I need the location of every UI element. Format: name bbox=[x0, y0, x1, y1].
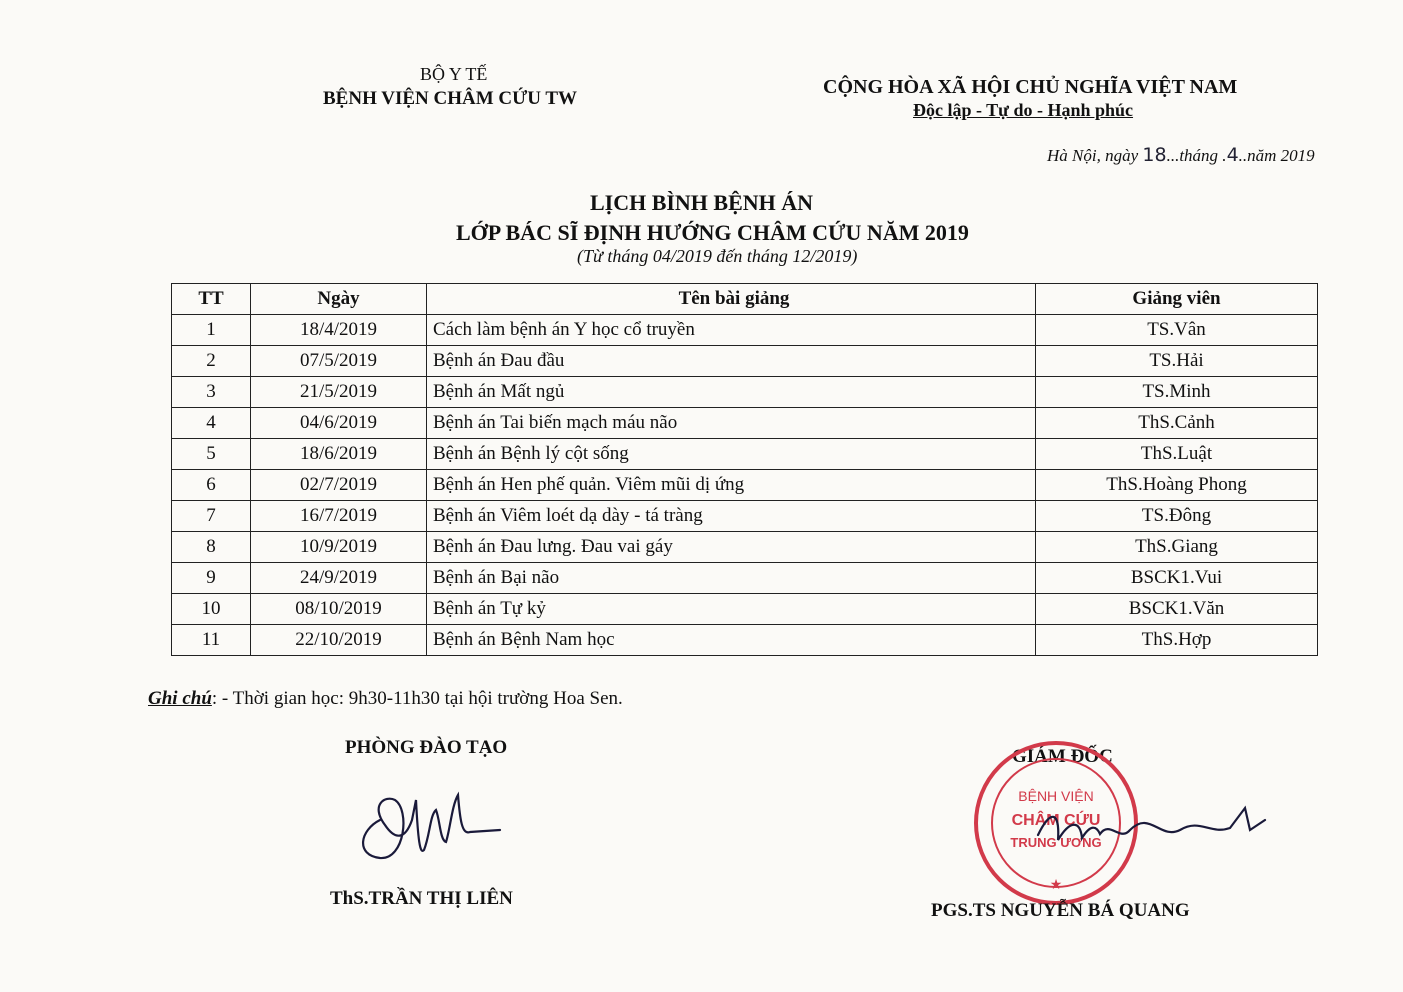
row-lecturer: ThS.Cảnh bbox=[1036, 408, 1318, 439]
row-lecture-name: Bệnh án Tai biến mạch máu não bbox=[427, 408, 1036, 439]
row-date: 18/6/2019 bbox=[251, 439, 427, 470]
row-tt: 10 bbox=[172, 594, 251, 625]
row-lecturer: TS.Minh bbox=[1036, 377, 1318, 408]
handwritten-month: 4 bbox=[1226, 144, 1239, 166]
row-tt: 8 bbox=[172, 532, 251, 563]
row-lecturer: BSCK1.Văn bbox=[1036, 594, 1318, 625]
row-tt: 11 bbox=[172, 625, 251, 656]
table-row bbox=[172, 594, 1318, 625]
row-tt: 5 bbox=[172, 439, 251, 470]
table-row bbox=[172, 625, 1318, 656]
dept-title: PHÒNG ĐÀO TẠO bbox=[345, 737, 508, 758]
note bbox=[148, 688, 623, 710]
row-date: 21/5/2019 bbox=[251, 377, 427, 408]
document-subtitle-course: LỚP BÁC SĨ ĐỊNH HƯỚNG CHÂM CỨU NĂM 2019 bbox=[456, 220, 969, 245]
table-row bbox=[172, 377, 1318, 408]
row-tt: 2 bbox=[172, 346, 251, 377]
row-lecturer: ThS.Hoàng Phong bbox=[1036, 470, 1318, 501]
stamp-star-icon: ★ bbox=[1049, 878, 1063, 893]
director-signer-name: PGS.TS NGUYỄN BÁ QUANG bbox=[931, 900, 1190, 921]
dept-signer-name: ThS.TRẦN THỊ LIÊN bbox=[330, 888, 513, 909]
row-tt: 4 bbox=[172, 408, 251, 439]
table-row bbox=[172, 439, 1318, 470]
stamp-line3: TRUNG ƯƠNG bbox=[1010, 835, 1102, 850]
table-row bbox=[172, 346, 1318, 377]
row-date: 22/10/2019 bbox=[251, 625, 427, 656]
row-date: 02/7/2019 bbox=[251, 470, 427, 501]
row-lecture-name: Bệnh án Đau lưng. Đau vai gáy bbox=[427, 532, 1036, 563]
row-date: 24/9/2019 bbox=[251, 563, 427, 594]
republic-name: CỘNG HÒA XÃ HỘI CHỦ NGHĨA VIỆT NAM bbox=[823, 76, 1238, 98]
row-lecture-name: Bệnh án Mất ngủ bbox=[427, 377, 1036, 408]
table-row bbox=[172, 532, 1318, 563]
row-date: 08/10/2019 bbox=[251, 594, 427, 625]
header-tt: TT bbox=[172, 284, 251, 315]
row-tt: 1 bbox=[172, 315, 251, 346]
stamp-line1: BỆNH VIỆN bbox=[1018, 788, 1094, 804]
row-date: 10/9/2019 bbox=[251, 532, 427, 563]
row-lecturer: TS.Đông bbox=[1036, 501, 1318, 532]
row-lecturer: ThS.Luật bbox=[1036, 439, 1318, 470]
row-lecture-name: Bệnh án Bệnh lý cột sống bbox=[427, 439, 1036, 470]
row-tt: 9 bbox=[172, 563, 251, 594]
table-row bbox=[172, 470, 1318, 501]
table-row bbox=[172, 408, 1318, 439]
table-row bbox=[172, 315, 1318, 346]
ministry-name: BỘ Y TẾ bbox=[420, 64, 488, 84]
row-lecturer: TS.Hải bbox=[1036, 346, 1318, 377]
row-lecture-name: Bệnh án Viêm loét dạ dày - tá tràng bbox=[427, 501, 1036, 532]
row-date: 04/6/2019 bbox=[251, 408, 427, 439]
header-date: Ngày bbox=[251, 284, 427, 315]
header-lecturer: Giảng viên bbox=[1036, 284, 1318, 315]
row-lecturer: TS.Vân bbox=[1036, 315, 1318, 346]
note-text: : - Thời gian học: 9h30-11h30 tại hội trường Hoa Sen. bbox=[211, 688, 623, 709]
row-tt: 7 bbox=[172, 501, 251, 532]
row-lecture-name: Bệnh án Đau đầu bbox=[427, 346, 1036, 377]
row-lecture-name: Bệnh án Tự kỷ bbox=[427, 594, 1036, 625]
table-header-row bbox=[172, 284, 1318, 315]
row-tt: 3 bbox=[172, 377, 251, 408]
table-row bbox=[172, 563, 1318, 594]
header-lecture-name: Tên bài giảng bbox=[427, 284, 1036, 315]
national-motto: Độc lập - Tự do - Hạnh phúc bbox=[913, 100, 1134, 120]
dept-signature bbox=[350, 780, 510, 870]
row-lecturer: ThS.Giang bbox=[1036, 532, 1318, 563]
row-lecture-name: Cách làm bệnh án Y học cổ truyền bbox=[427, 315, 1036, 346]
row-lecture-name: Bệnh án Bệnh Nam học bbox=[427, 625, 1036, 656]
table-row bbox=[172, 501, 1318, 532]
row-lecture-name: Bệnh án Hen phế quản. Viêm mũi dị ứng bbox=[427, 470, 1036, 501]
row-lecturer: BSCK1.Vui bbox=[1036, 563, 1318, 594]
row-tt: 6 bbox=[172, 470, 251, 501]
director-signature bbox=[1030, 790, 1270, 860]
handwritten-day: 18 bbox=[1142, 144, 1167, 166]
date-line: Hà Nội, ngày 18...tháng .4..năm 2019 bbox=[1047, 144, 1315, 166]
schedule-table bbox=[171, 283, 1318, 656]
document-title: LỊCH BÌNH BỆNH ÁN bbox=[589, 190, 814, 215]
stamp-line2: CHÂM CỨU bbox=[1011, 812, 1101, 829]
document-period: (Từ tháng 04/2019 đến tháng 12/2019) bbox=[577, 246, 858, 266]
row-date: 18/4/2019 bbox=[251, 315, 427, 346]
row-lecturer: ThS.Hợp bbox=[1036, 625, 1318, 656]
row-date: 07/5/2019 bbox=[251, 346, 427, 377]
row-lecture-name: Bệnh án Bại não bbox=[427, 563, 1036, 594]
director-title: GIÁM ĐỐC bbox=[1012, 746, 1113, 767]
note-label: Ghi chú bbox=[148, 688, 212, 709]
hospital-name: BỆNH VIỆN CHÂM CỨU TW bbox=[323, 88, 578, 109]
row-date: 16/7/2019 bbox=[251, 501, 427, 532]
